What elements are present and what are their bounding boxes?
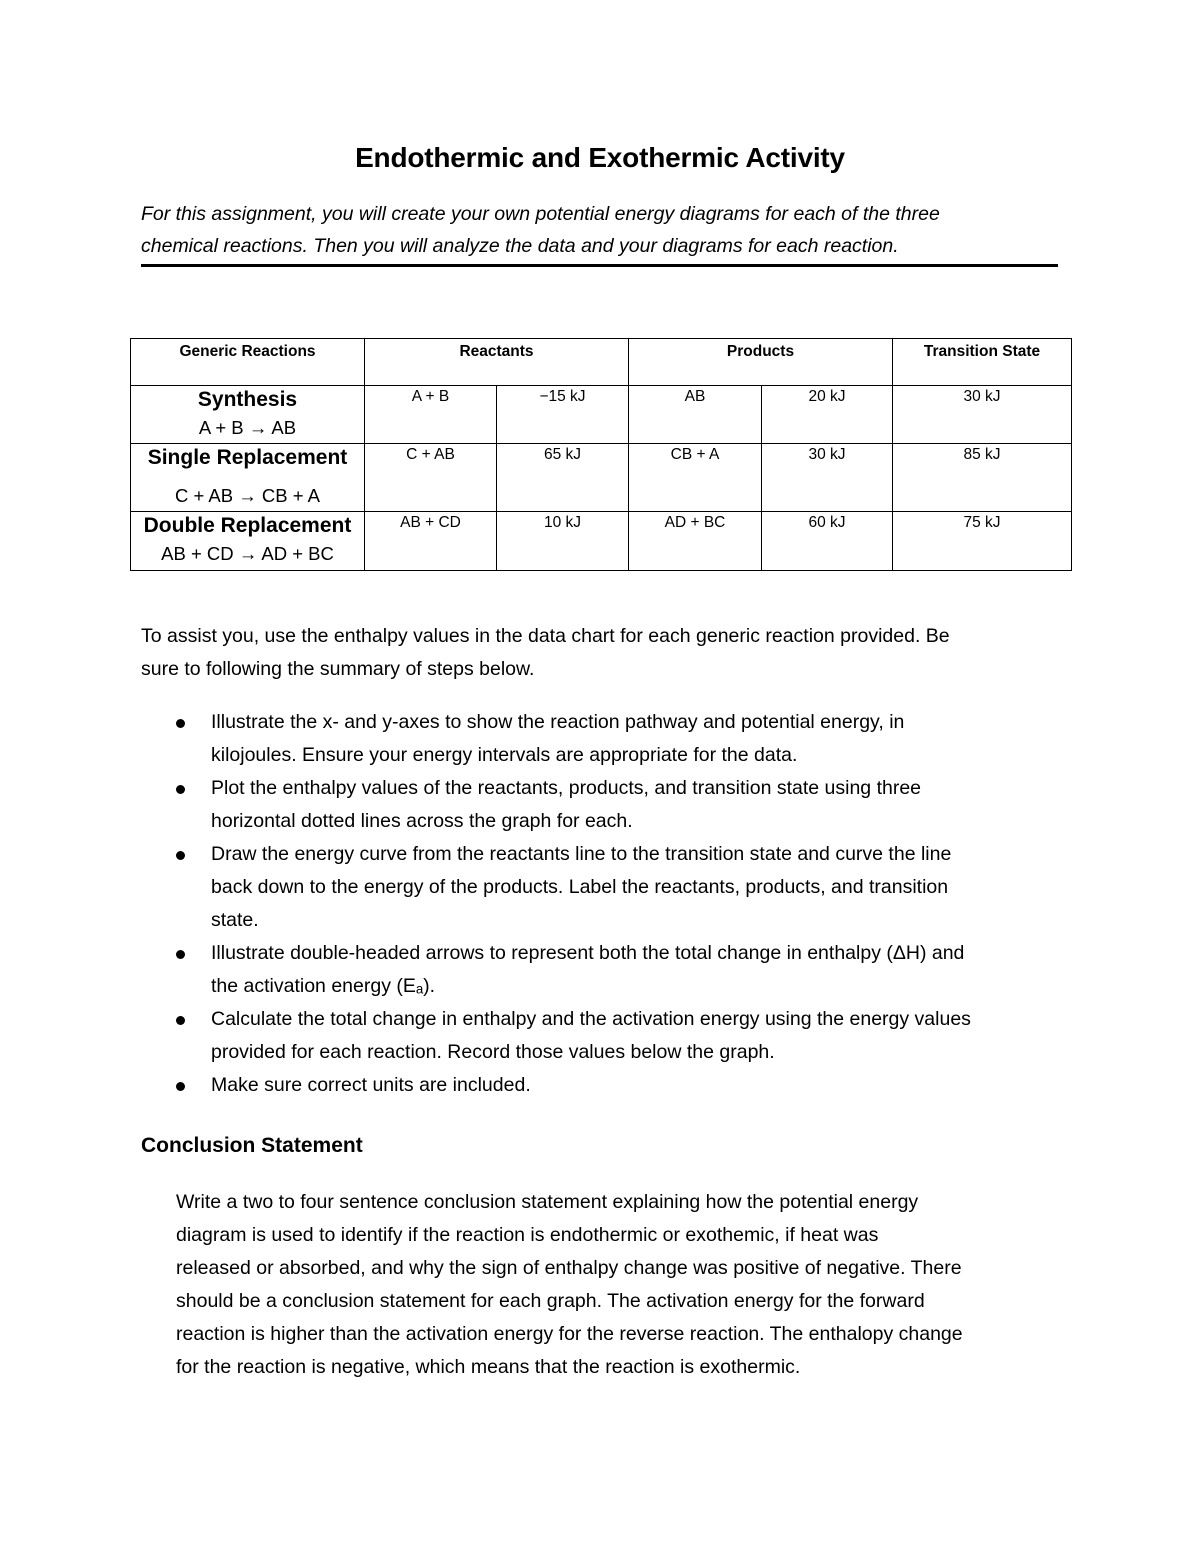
reaction-name: Synthesis bbox=[197, 388, 298, 411]
list-item bbox=[141, 1069, 1058, 1102]
bullet-icon bbox=[176, 851, 185, 860]
conclusion-paragraph bbox=[176, 1186, 1066, 1384]
reaction-equation: C + AB → CB + A bbox=[175, 485, 320, 506]
reaction-cell bbox=[131, 386, 365, 444]
list-item bbox=[141, 937, 1058, 1003]
bullet-icon bbox=[176, 719, 185, 728]
bullet-icon bbox=[176, 950, 185, 959]
reactant-energy-cell: 10 kJ bbox=[497, 512, 629, 571]
reactants-cell: AB + CD bbox=[365, 512, 497, 571]
conclusion-line: released or absorbed, and why the sign of enthalpy change was positive of negative. There bbox=[176, 1257, 962, 1279]
step-line: Make sure correct units are included. bbox=[211, 1074, 531, 1096]
step-line: back down to the energy of the products. Label the reactants, products, and transition bbox=[211, 876, 949, 898]
intro-line: chemical reactions. Then you will analyze the data and your diagrams for each reaction. bbox=[141, 235, 899, 257]
conclusion-line: should be a conclusion statement for each graph. The activation energy for the forward bbox=[176, 1290, 925, 1312]
step-line: Plot the enthalpy values of the reactants, products, and transition state using three bbox=[211, 777, 922, 799]
transition-state-cell: 30 kJ bbox=[893, 386, 1072, 444]
product-energy-cell: 30 kJ bbox=[762, 444, 893, 512]
steps-list bbox=[141, 706, 1058, 1102]
reactant-energy-cell: 65 kJ bbox=[497, 444, 629, 512]
step-line: kilojoules. Ensure your energy intervals are appropriate for the data. bbox=[211, 744, 798, 766]
step-line: Calculate the total change in enthalpy and the activation energy using the energy values bbox=[211, 1008, 971, 1030]
table-row bbox=[131, 512, 1072, 571]
conclusion-line: for the reaction is negative, which means that the reaction is exothermic. bbox=[176, 1356, 801, 1378]
reaction-cell bbox=[131, 444, 365, 512]
reactants-cell: A + B bbox=[365, 386, 497, 444]
reaction-name: Double Replacement bbox=[143, 514, 352, 537]
header-generic-reactions: Generic Reactions bbox=[131, 339, 365, 386]
conclusion-line: reaction is higher than the activation energy for the reverse reaction. The enthalopy change bbox=[176, 1323, 963, 1345]
step-line: Illustrate double-headed arrows to represent both the total change in enthalpy (ΔH) and bbox=[211, 942, 965, 964]
step-line: state. bbox=[211, 909, 259, 931]
reaction-cell bbox=[131, 512, 365, 571]
step-line: the activation energy (Eₐ). bbox=[211, 975, 436, 997]
assist-line: To assist you, use the enthalpy values in the data chart for each generic reaction provided. Be bbox=[141, 625, 950, 647]
step-line: provided for each reaction. Record those values below the graph. bbox=[211, 1041, 775, 1063]
intro-line: For this assignment, you will create your own potential energy diagrams for each of the three bbox=[141, 203, 940, 225]
conclusion-heading: Conclusion Statement bbox=[141, 1134, 363, 1157]
products-cell: AD + BC bbox=[629, 512, 762, 571]
reaction-name: Single Replacement bbox=[147, 446, 348, 469]
reaction-equation: A + B → AB bbox=[198, 417, 297, 438]
product-energy-cell: 20 kJ bbox=[762, 386, 893, 444]
reaction-equation: AB + CD → AD + BC bbox=[161, 543, 334, 564]
list-item bbox=[141, 772, 1058, 838]
bullet-icon bbox=[176, 1082, 185, 1091]
header-transition-state: Transition State bbox=[893, 339, 1072, 386]
table-row bbox=[131, 386, 1072, 444]
bullet-icon bbox=[176, 785, 185, 794]
conclusion-line: diagram is used to identify if the reaction is endothermic or exothemic, if heat was bbox=[176, 1224, 879, 1246]
bullet-icon bbox=[176, 1016, 185, 1025]
page-title: Endothermic and Exothermic Activity bbox=[355, 142, 845, 173]
step-line: Draw the energy curve from the reactants line to the transition state and curve the line bbox=[211, 843, 952, 865]
assist-paragraph bbox=[141, 620, 1058, 686]
assist-line: sure to following the summary of steps below. bbox=[141, 658, 535, 680]
product-energy-cell: 60 kJ bbox=[762, 512, 893, 571]
step-line: Illustrate the x- and y-axes to show the reaction pathway and potential energy, in bbox=[211, 711, 905, 733]
reaction-data-table bbox=[130, 338, 1072, 571]
list-item bbox=[141, 706, 1058, 772]
table-row bbox=[131, 444, 1072, 512]
list-item bbox=[141, 838, 1058, 937]
reactants-cell: C + AB bbox=[365, 444, 497, 512]
header-products: Products bbox=[629, 339, 893, 386]
reactant-energy-cell: −15 kJ bbox=[497, 386, 629, 444]
transition-state-cell: 85 kJ bbox=[893, 444, 1072, 512]
header-reactants: Reactants bbox=[365, 339, 629, 386]
list-item bbox=[141, 1003, 1058, 1069]
conclusion-line: Write a two to four sentence conclusion statement explaining how the potential energy bbox=[176, 1191, 919, 1213]
products-cell: AB bbox=[629, 386, 762, 444]
transition-state-cell: 75 kJ bbox=[893, 512, 1072, 571]
step-line: horizontal dotted lines across the graph for each. bbox=[211, 810, 633, 832]
table-header-row bbox=[131, 339, 1072, 386]
products-cell: CB + A bbox=[629, 444, 762, 512]
intro-paragraph bbox=[141, 198, 1058, 267]
